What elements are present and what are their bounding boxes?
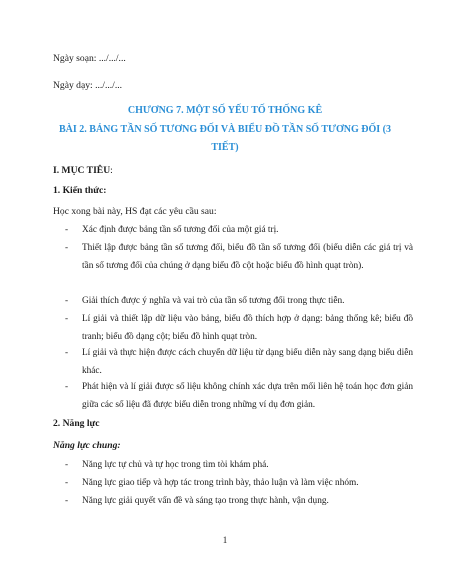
bullet-dash: -	[65, 478, 69, 488]
objectives-heading	[53, 165, 113, 177]
bullet-dash: -	[65, 225, 69, 235]
bullet-item	[53, 378, 413, 414]
bullet-text: Thiết lập được bảng tần số tương đối, biểu đồ tần số tương đối (biểu diễn các giá trị và tần số tương đối của chúng ở dạng biểu đồ cột hoặc biểu đồ hình quạt tròn).	[82, 243, 413, 271]
lesson-title-line2: TIẾT)	[211, 142, 239, 153]
bullet-item	[53, 221, 413, 239]
bullet-item	[53, 292, 413, 310]
objectives-heading-text: I. MỤC TIÊU	[53, 165, 111, 176]
chapter-title: CHƯƠNG 7. MỘT SỐ YẾU TỐ THỐNG KÊ	[127, 105, 323, 116]
general-capacity-heading: Năng lực chung:	[53, 440, 121, 451]
bullet-dash: -	[65, 296, 69, 306]
bullet-item	[53, 239, 413, 275]
bullet-item	[53, 492, 413, 510]
bullet-item	[53, 310, 413, 346]
bullet-item	[53, 474, 413, 492]
bullet-text: Năng lực giải quyết vấn đề và sáng tạo trong thực hành, vận dụng.	[82, 496, 329, 506]
bullet-dash: -	[65, 314, 69, 324]
capacity-heading: 2. Năng lực	[53, 418, 100, 429]
bullet-text: Xác định được bảng tần số tương đối của một giá trị.	[82, 225, 279, 235]
lesson-title-line1: BÀI 2. BẢNG TẦN SỐ TƯƠNG ĐỐI VÀ BIỂU ĐỒ TẦN SỐ TƯƠNG ĐỐI (3	[58, 124, 391, 135]
bullet-text: Phát hiện và lí giải được số liệu không chính xác dựa trên mối liên hệ toán học đơn giản giữa các số liệu đã được biểu diễn trong những ví dụ đơn giản.	[82, 382, 413, 410]
objectives-heading-colon: :	[110, 165, 113, 176]
bullet-item	[53, 456, 413, 474]
bullet-dash: -	[65, 382, 69, 392]
bullet-text: Giải thích được ý nghĩa và vai trò của tần số tương đối trong thực tiễn.	[82, 296, 345, 306]
knowledge-heading: 1. Kiến thức:	[53, 185, 107, 196]
bullet-dash: -	[65, 460, 69, 470]
teach-date: Ngày dạy: .../.../...	[53, 80, 123, 91]
bullet-dash: -	[65, 496, 69, 506]
bullet-item	[53, 344, 413, 380]
bullet-text: Năng lực giao tiếp và hợp tác trong trình bày, thảo luận và làm việc nhóm.	[82, 478, 359, 488]
prep-date: Ngày soạn: .../.../...	[53, 53, 126, 64]
intro-text: Học xong bài này, HS đạt các yêu cầu sau:	[53, 206, 217, 217]
bullet-text: Lí giải và thực hiện được cách chuyển dữ liệu từ dạng biểu diễn này sang dạng biểu diễn khác.	[82, 348, 413, 376]
bullet-dash: -	[65, 348, 69, 358]
bullet-text: Năng lực tự chủ và tự học trong tìm tòi khám phá.	[82, 460, 269, 470]
page-number: 1	[222, 535, 228, 545]
bullet-text: Lí giải và thiết lập dữ liệu vào bảng, biểu đồ thích hợp ở dạng: bảng thống kê; biểu đồ tranh; biểu đồ dạng cột; biểu đồ hình quạt tròn.	[82, 314, 413, 342]
bullet-dash: -	[65, 243, 69, 253]
